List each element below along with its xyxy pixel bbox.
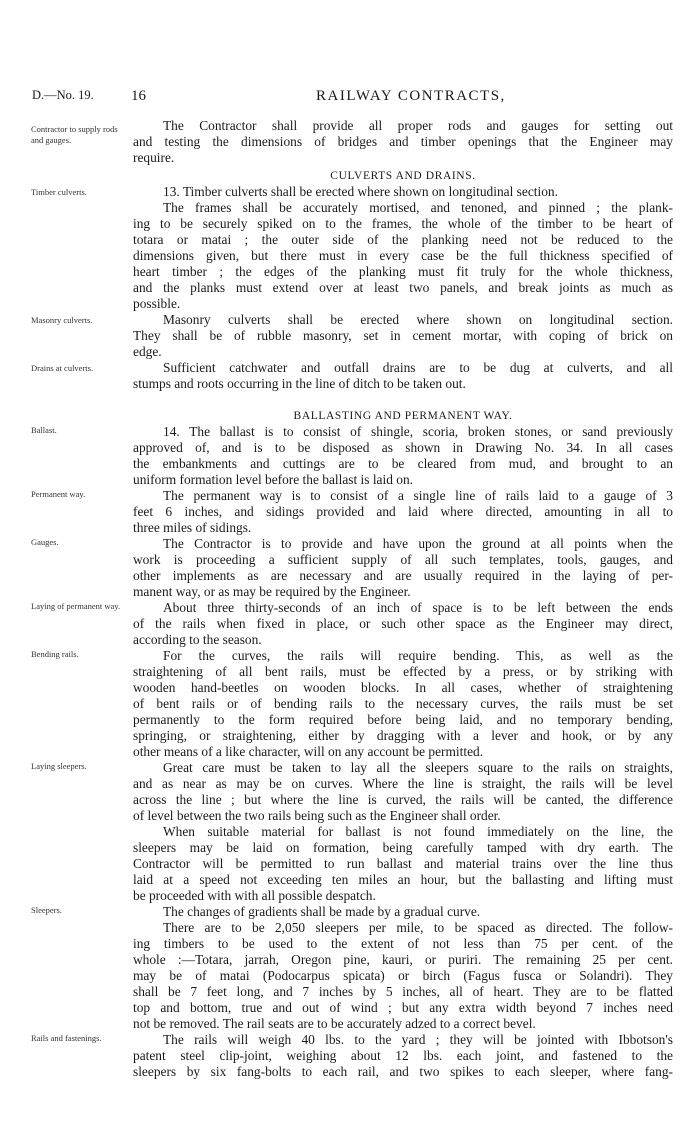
text-line: sleepers may be laid on formation, being carefully tamped with dry earth. The <box>133 840 673 855</box>
text-line: The Contractor shall provide all proper rods and gauges for setting out <box>163 118 673 133</box>
section-heading: CULVERTS AND DRAINS. <box>330 170 476 182</box>
margin-note-rods: Contractor to supply rods and gauges. <box>31 124 118 145</box>
running-title: RAILWAY CONTRACTS, <box>316 88 506 104</box>
text-line: the embankments and cuttings are to be cleared from mud, and brought to an <box>133 456 673 471</box>
margin-note-drains: Drains at culverts. <box>31 363 94 373</box>
text-line: There are to be 2,050 sleepers per mile, to be spaced as directed. The follow- <box>163 920 673 935</box>
text-line: and the planks must extend over at least two panels, and break joints as much as <box>133 280 673 295</box>
text-line: edge. <box>133 344 162 359</box>
text-line: feet 6 inches, and sidings provided and laid where directed, amounting in all to <box>133 504 673 519</box>
text-line: other means of a like character, will on any account be permitted. <box>133 744 484 759</box>
section-heading: BALLASTING AND PERMANENT WAY. <box>293 410 513 422</box>
margin-note-laying-sleepers: Laying sleepers. <box>31 761 87 771</box>
document-reference: D.—No. 19. <box>32 88 94 102</box>
text-line: They shall be of rubble masonry, set in cement mortar, with coping of brick on <box>133 328 673 343</box>
text-line: three miles of sidings. <box>133 520 252 535</box>
text-line: For the curves, the rails will require bending. This, as well as the <box>163 648 673 663</box>
page-header <box>0 88 700 108</box>
text-line: possible. <box>133 296 181 311</box>
margin-note-laying: Laying of permanent way. <box>31 601 121 611</box>
text-line: The rails will weigh 40 lbs. to the yard ; they will be jointed with Ibbotson's <box>163 1032 673 1047</box>
margin-note-gauges: Gauges. <box>31 537 59 547</box>
text-line: whole :—Totara, jarrah, Oregon pine, kauri, or puriri. The remaining 25 per cent. <box>133 952 673 967</box>
margin-note-sleepers: Sleepers. <box>31 905 62 915</box>
text-line: permanently to the form required before being laid, and no temporary bending, <box>133 712 673 727</box>
margin-note-bending: Bending rails. <box>31 649 79 659</box>
text-line: approved of, and is to be disposed as shown in Drawing No. 34. In all cases <box>133 440 673 455</box>
text-line: The permanent way is to consist of a single line of rails laid to a gauge of 3 <box>163 488 673 503</box>
margin-note-permanent-way: Permanent way. <box>31 489 86 499</box>
text-line: dimensions given, but there must in every case be the full thickness specified of <box>133 248 673 263</box>
margin-note-rails: Rails and fastenings. <box>31 1033 102 1043</box>
text-line: Great care must be taken to lay all the sleepers square to the rails on straights, <box>163 760 673 775</box>
text-line: other implements as are necessary and are usually required in the laying of per- <box>133 568 673 583</box>
text-line: top and bottom, true and out of wind ; but any extra width beyond 7 inches need <box>133 1000 673 1015</box>
text-line: of bent rails or of bending rails to the necessary curves, the rails must be set <box>133 696 673 711</box>
text-line: manent way, or as may be required by the Engineer. <box>133 584 411 599</box>
margin-note-masonry-culverts: Masonry culverts. <box>31 315 93 325</box>
text-line: straightening of all bent rails, must be effected by a press, or by striking with <box>133 664 673 679</box>
page-number: 16 <box>131 88 146 104</box>
text-line: 13. Timber culverts shall be erected where shown on longitudinal section. <box>163 184 558 199</box>
text-line: be proceeded with with all possible despatch. <box>133 888 376 903</box>
text-line: laid at a speed not exceeding ten miles an hour, but the ballasting and lifting must <box>133 872 673 887</box>
text-line: work is proceeding a sufficient supply of all such templates, tools, gauges, and <box>133 552 673 567</box>
text-line: require. <box>133 150 175 165</box>
text-line: may be of matai (Podocarpus spicata) or birch (Fagus fusca or Solandri). They <box>133 968 673 983</box>
text-line: springing, or straightening, either by dragging with a lever and hook, or by any <box>133 728 673 743</box>
text-line: across the line ; but where the line is curved, the rails will be canted, the difference <box>133 792 673 807</box>
text-line: uniform formation level before the ballast is laid on. <box>133 472 414 487</box>
text-line: The Contractor is to provide and have upon the ground at all points when the <box>163 536 673 551</box>
text-line: The frames shall be accurately mortised, and tenoned, and pinned ; the plank- <box>163 200 673 215</box>
text-line: and testing the dimensions of bridges and timber openings that the Engineer may <box>133 134 673 149</box>
margin-note-timber-culverts: Timber culverts. <box>31 187 87 197</box>
text-line: patent steel clip-joint, weighing about 12 lbs. each joint, and fastened to the <box>133 1048 673 1063</box>
text-line: of level between the two rails being such as the Engineer shall order. <box>133 808 501 823</box>
text-line: not be removed. The rail seats are to be accurately adzed to a correct bevel. <box>133 1016 536 1031</box>
text-line: When suitable material for ballast is not found immediately on the line, the <box>163 824 673 839</box>
text-line: heart timber ; the edges of the planking must fit truly for the whole thickness, <box>133 264 673 279</box>
margin-note-ballast: Ballast. <box>31 425 57 435</box>
text-line: 14. The ballast is to consist of shingle, scoria, broken stones, or sand previously <box>163 424 673 439</box>
text-line: according to the season. <box>133 632 262 647</box>
text-line: sleepers by six fang-bolts to each rail, and two spikes to each sleeper, where fang- <box>133 1064 673 1079</box>
text-line: Contractor will be permitted to run ballast and material trains over the line thus <box>133 856 673 871</box>
text-line: shall be 7 feet long, and 7 inches by 5 inches, all of heart. They are to be flatted <box>133 984 673 999</box>
text-line: Sufficient catchwater and outfall drains are to be dug at culverts, and all <box>163 360 673 375</box>
text-line: Masonry culverts shall be erected where shown on longitudinal section. <box>163 312 673 327</box>
text-line: totara or matai ; the outer side of the planking need not be reduced to the <box>133 232 673 247</box>
text-line: The changes of gradients shall be made by a gradual curve. <box>163 904 481 919</box>
text-line: ing to be securely spiked on to the frames, the whole of the timber to be heart of <box>133 216 673 231</box>
text-line: wooden hand-beetles on wooden blocks. In all cases, whether of straightening <box>133 680 673 695</box>
text-line: About three thirty-seconds of an inch of space is to be left between the ends <box>163 600 673 615</box>
text-line: of the rails when fixed in place, or such other space as the Engineer may direct, <box>133 616 673 631</box>
text-line: ing timbers to be used to the extent of not less than 75 per cent. of the <box>133 936 673 951</box>
text-line: stumps and roots occurring in the line of ditch to be taken out. <box>133 376 466 391</box>
text-line: and as near as may be on curves. Where the line is straight, the rails will be level <box>133 776 673 791</box>
